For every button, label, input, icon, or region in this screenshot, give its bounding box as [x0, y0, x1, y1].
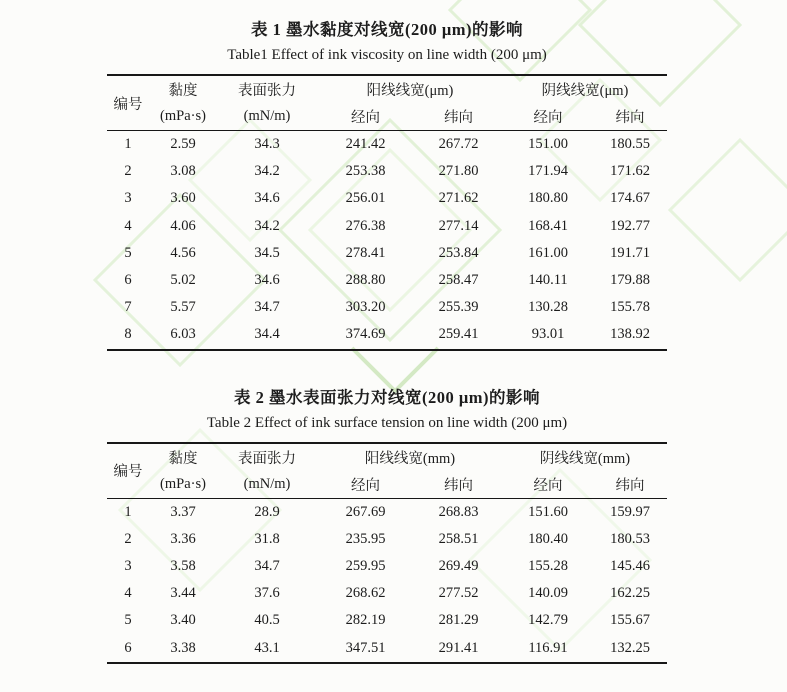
table-cell: 140.09	[528, 585, 568, 602]
table-cell: 138.92	[610, 326, 650, 343]
table-cell: 267.69	[345, 503, 386, 520]
table1	[107, 74, 667, 351]
table-cell: 253.38	[345, 163, 386, 180]
table-cell: 3.36	[170, 530, 196, 547]
table-cell: 3.58	[170, 557, 196, 574]
table-row	[107, 553, 667, 580]
table-cell: 374.69	[345, 326, 386, 343]
table-cell: 34.4	[254, 326, 280, 343]
col-header-viscosity: 黏度	[168, 450, 198, 467]
table-cell: 192.77	[610, 217, 650, 234]
group-header-negative-line: 阴线线宽(μm)	[541, 83, 629, 99]
col-header-positive-warp: 经向	[351, 110, 380, 126]
table-cell: 34.2	[254, 163, 280, 180]
table-cell: 142.79	[528, 612, 568, 629]
header-row-1	[107, 75, 667, 103]
table-cell: 269.49	[438, 557, 479, 574]
table-cell: 259.95	[345, 557, 386, 574]
table-cell: 3.38	[170, 639, 196, 656]
table-cell: 155.78	[610, 299, 650, 316]
table-cell: 155.67	[610, 612, 650, 629]
table-cell: 31.8	[254, 530, 280, 547]
table-cell: 151.00	[528, 136, 568, 153]
table-cell: 171.62	[610, 163, 650, 180]
table-cell: 93.01	[531, 326, 565, 343]
table-row	[107, 634, 667, 662]
table-cell: 159.97	[610, 503, 650, 520]
table-cell: 4	[124, 217, 132, 234]
table-cell: 28.9	[254, 503, 280, 520]
table-cell: 277.14	[438, 217, 479, 234]
table-cell: 1	[124, 503, 132, 520]
table-cell: 278.41	[345, 244, 386, 261]
table-cell: 2.59	[170, 136, 196, 153]
table-cell: 255.39	[438, 299, 479, 316]
table-cell: 3.37	[170, 503, 196, 520]
table-cell: 179.88	[610, 272, 650, 289]
table-row	[107, 580, 667, 607]
table-cell: 180.55	[610, 136, 650, 153]
table-cell: 168.41	[528, 217, 568, 234]
table-row	[107, 185, 667, 212]
table-cell: 4	[124, 585, 132, 602]
col-header-tension: 表面张力	[238, 83, 296, 99]
table2-section	[107, 384, 667, 664]
table-cell: 271.62	[438, 190, 479, 207]
table-cell: 4.56	[170, 244, 196, 261]
table-cell: 277.52	[438, 585, 479, 602]
table-cell: 34.7	[254, 299, 280, 316]
group-header-positive-line: 阳线线宽(mm)	[364, 450, 456, 467]
table-cell: 256.01	[345, 190, 386, 207]
table-cell: 303.20	[345, 299, 386, 316]
col-header-positive-weft: 纬向	[444, 477, 473, 494]
table1-section	[107, 16, 667, 351]
col-header-tension: 表面张力	[238, 450, 296, 467]
table-cell: 34.2	[254, 217, 280, 234]
table-cell: 132.25	[610, 639, 650, 656]
table-cell: 258.47	[438, 272, 479, 289]
table-cell: 271.80	[438, 163, 479, 180]
table-cell: 5.02	[170, 272, 196, 289]
table2-title-zh: 表 2 墨水表面张力对线宽(200 μm)的影响	[234, 387, 540, 407]
table-cell: 282.19	[345, 612, 386, 629]
table2-header	[107, 443, 667, 499]
table-cell: 235.95	[345, 530, 386, 547]
table2-body	[107, 498, 667, 663]
table-cell: 162.25	[610, 585, 650, 602]
table1-title-en: Table1 Effect of ink viscosity on line width (200 μm)	[227, 47, 547, 63]
col-header-id: 编号	[113, 464, 143, 480]
col-header-tension-unit: (mN/m)	[243, 475, 291, 492]
table-cell: 5	[124, 244, 132, 261]
table2-title-en: Table 2 Effect of ink surface tension on line width (200 μm)	[206, 414, 568, 431]
table-cell: 180.40	[528, 530, 568, 547]
table-row	[107, 240, 667, 267]
table-cell: 288.80	[345, 272, 386, 289]
col-header-negative-weft: 纬向	[615, 477, 645, 494]
table-cell: 161.00	[528, 244, 568, 261]
table-cell: 180.53	[610, 530, 650, 547]
table-row	[107, 498, 667, 526]
table-cell: 130.28	[528, 299, 568, 316]
table-cell: 116.91	[528, 639, 568, 656]
table-row	[107, 294, 667, 321]
col-header-tension-unit: (mN/m)	[243, 108, 291, 124]
table-cell: 3.40	[170, 612, 196, 629]
table-cell: 34.3	[254, 136, 280, 153]
table-cell: 191.71	[610, 244, 650, 261]
table-row	[107, 267, 667, 294]
table-cell: 7	[124, 299, 132, 316]
table-cell: 6.03	[170, 326, 196, 343]
table-cell: 3.60	[170, 190, 196, 207]
table-cell: 155.28	[528, 557, 568, 574]
table-cell: 259.41	[438, 326, 479, 343]
table-row	[107, 607, 667, 634]
table1-body	[107, 131, 667, 350]
table-cell: 34.7	[254, 557, 280, 574]
table-row	[107, 321, 667, 349]
table-cell: 8	[124, 326, 132, 343]
table-cell: 4.06	[170, 217, 196, 234]
col-header-viscosity-unit: (mPa·s)	[160, 108, 206, 124]
table-cell: 174.67	[610, 190, 650, 207]
table-cell: 6	[124, 639, 132, 656]
table-row	[107, 131, 667, 159]
table-cell: 268.83	[438, 503, 479, 520]
table1-header	[107, 75, 667, 131]
col-header-negative-warp: 经向	[533, 110, 563, 126]
header-row-2	[107, 471, 667, 499]
col-header-id: 编号	[113, 96, 143, 113]
table-cell: 2	[124, 163, 132, 180]
table-cell: 34.5	[254, 244, 280, 261]
table-cell: 140.11	[528, 272, 568, 289]
table-cell: 281.29	[438, 612, 479, 629]
table-cell: 3.44	[170, 585, 196, 602]
table-cell: 3	[124, 190, 132, 207]
table-cell: 267.72	[438, 136, 479, 153]
col-header-viscosity: 黏度	[168, 83, 198, 99]
table-cell: 5.57	[170, 299, 196, 316]
page-content	[107, 16, 667, 664]
table-cell: 43.1	[254, 639, 280, 656]
table-cell: 37.6	[254, 585, 280, 602]
table-cell: 347.51	[345, 639, 386, 656]
col-header-viscosity-unit: (mPa·s)	[160, 475, 206, 492]
table-cell: 151.60	[528, 503, 568, 520]
table-cell: 3	[124, 557, 132, 574]
table-cell: 241.42	[345, 136, 386, 153]
col-header-positive-weft: 纬向	[444, 110, 473, 126]
table-row	[107, 213, 667, 240]
table-row	[107, 158, 667, 185]
col-header-negative-warp: 经向	[533, 477, 563, 494]
table-cell: 258.51	[438, 530, 479, 547]
table-cell: 253.84	[438, 244, 479, 261]
table-cell: 171.94	[528, 163, 568, 180]
table2	[107, 442, 667, 664]
table-row	[107, 526, 667, 553]
table1-title-zh: 表 1 墨水黏度对线宽(200 μm)的影响	[251, 20, 523, 39]
header-row-2	[107, 103, 667, 131]
group-header-negative-line: 阴线线宽(mm)	[539, 450, 631, 467]
col-header-negative-weft: 纬向	[615, 110, 645, 126]
table-cell: 276.38	[345, 217, 386, 234]
table-cell: 40.5	[254, 612, 280, 629]
table-cell: 180.80	[528, 190, 568, 207]
table-cell: 1	[124, 136, 132, 153]
table-cell: 5	[124, 612, 132, 629]
table-cell: 2	[124, 530, 132, 547]
table-cell: 291.41	[438, 639, 479, 656]
table-cell: 145.46	[610, 557, 650, 574]
table-cell: 268.62	[345, 585, 386, 602]
table-cell: 6	[124, 272, 132, 289]
col-header-positive-warp: 经向	[351, 477, 380, 494]
header-row-1	[107, 443, 667, 471]
group-header-positive-line: 阳线线宽(μm)	[366, 83, 454, 99]
table-cell: 34.6	[254, 190, 280, 207]
table-cell: 3.08	[170, 163, 196, 180]
table-cell: 34.6	[254, 272, 280, 289]
